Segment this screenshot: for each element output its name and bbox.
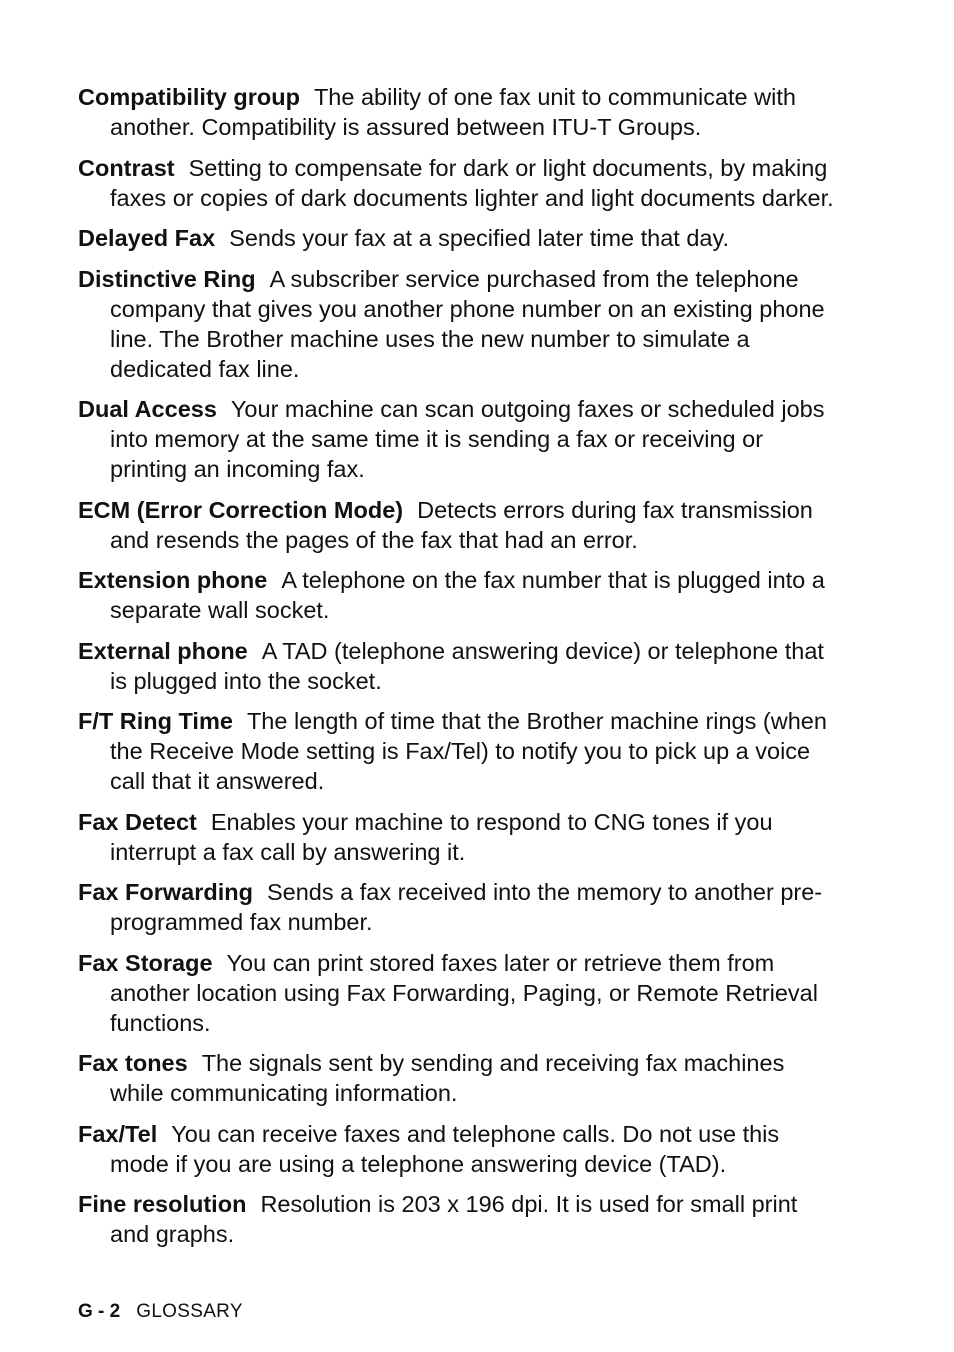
glossary-term: Fax Forwarding bbox=[78, 879, 253, 905]
glossary-term: Distinctive Ring bbox=[78, 265, 256, 292]
glossary-term: Compatibility group bbox=[78, 84, 300, 110]
glossary-entry bbox=[78, 636, 838, 696]
glossary-definition: Resolution is 203 x 196 dpi. It is used for small print and graphs. bbox=[110, 1191, 798, 1247]
glossary-term: Fax/Tel bbox=[78, 1120, 158, 1147]
glossary-definition: A subscriber service purchased from the telephone company that gives you another phone number on an existing phone line. The Brother machine uses the new number to simulate a dedicated fax line. bbox=[110, 265, 825, 382]
glossary-definition: A TAD (telephone answering device) or telephone that is plugged into the socket. bbox=[110, 637, 824, 694]
glossary-entry bbox=[78, 264, 838, 384]
glossary-term: Fax Detect bbox=[78, 808, 197, 835]
glossary-definition: The length of time that the Brother machine rings (when the Receive Mode setting is Fax/Tel) to notify you to pick up a voice call that it answered. bbox=[110, 708, 827, 794]
glossary-definition: The ability of one fax unit to communicate with another. Compatibility is assured between ITU-T Groups. bbox=[110, 84, 796, 140]
glossary-definition: A telephone on the fax number that is plugged into a separate wall socket. bbox=[110, 567, 825, 623]
glossary-term: Fax tones bbox=[78, 1050, 188, 1076]
section-title: GLOSSARY bbox=[136, 1301, 243, 1322]
glossary-term: ECM (Error Correction Mode) bbox=[78, 496, 404, 523]
glossary-term: Fax Storage bbox=[78, 949, 213, 976]
page-number: G - 2 bbox=[78, 1301, 121, 1322]
glossary-entry bbox=[78, 495, 838, 555]
glossary-entry bbox=[78, 807, 838, 867]
glossary-definition: You can print stored faxes later or retrieve them from another location using Fax Forwarding, Paging, or Remote Retrieval functions. bbox=[110, 949, 818, 1036]
glossary-term: Fine resolution bbox=[78, 1191, 247, 1217]
glossary-definition: Setting to compensate for dark or light documents, by making faxes or copies of dark documents lighter and light documents darker. bbox=[110, 154, 834, 211]
glossary-entry bbox=[78, 565, 838, 625]
glossary-entry bbox=[78, 153, 838, 213]
glossary-term: Dual Access bbox=[78, 396, 217, 422]
glossary-entry bbox=[78, 948, 838, 1038]
page-footer bbox=[78, 1300, 243, 1324]
glossary-entry bbox=[78, 223, 838, 253]
glossary-entry bbox=[78, 1119, 838, 1179]
glossary-entry bbox=[78, 82, 838, 142]
glossary-term: Contrast bbox=[78, 154, 175, 181]
glossary-entry bbox=[78, 706, 838, 796]
glossary-definition: Detects errors during fax transmission and resends the pages of the fax that had an error. bbox=[110, 496, 813, 553]
glossary-entry bbox=[78, 394, 838, 484]
glossary-entry bbox=[78, 1189, 838, 1249]
glossary-definition: The signals sent by sending and receiving fax machines while communicating information. bbox=[110, 1050, 785, 1106]
glossary-term: Delayed Fax bbox=[78, 225, 216, 251]
glossary-definition: Enables your machine to respond to CNG tones if you interrupt a fax call by answering it. bbox=[110, 808, 773, 865]
glossary-definition: Sends your fax at a specified later time that day. bbox=[229, 225, 730, 251]
glossary-definition: You can receive faxes and telephone calls. Do not use this mode if you are using a telephone answering device (TAD). bbox=[110, 1120, 780, 1177]
glossary-definition: Sends a fax received into the memory to another pre-programmed fax number. bbox=[110, 879, 823, 935]
glossary-term: F/T Ring Time bbox=[78, 708, 233, 734]
glossary-entry bbox=[78, 877, 838, 937]
glossary-term: External phone bbox=[78, 637, 248, 664]
glossary-list bbox=[78, 82, 838, 1260]
glossary-term: Extension phone bbox=[78, 567, 268, 593]
glossary-entry bbox=[78, 1048, 838, 1108]
glossary-definition: Your machine can scan outgoing faxes or scheduled jobs into memory at the same time it is sending a fax or receiving or printing an incoming fax. bbox=[110, 396, 825, 482]
